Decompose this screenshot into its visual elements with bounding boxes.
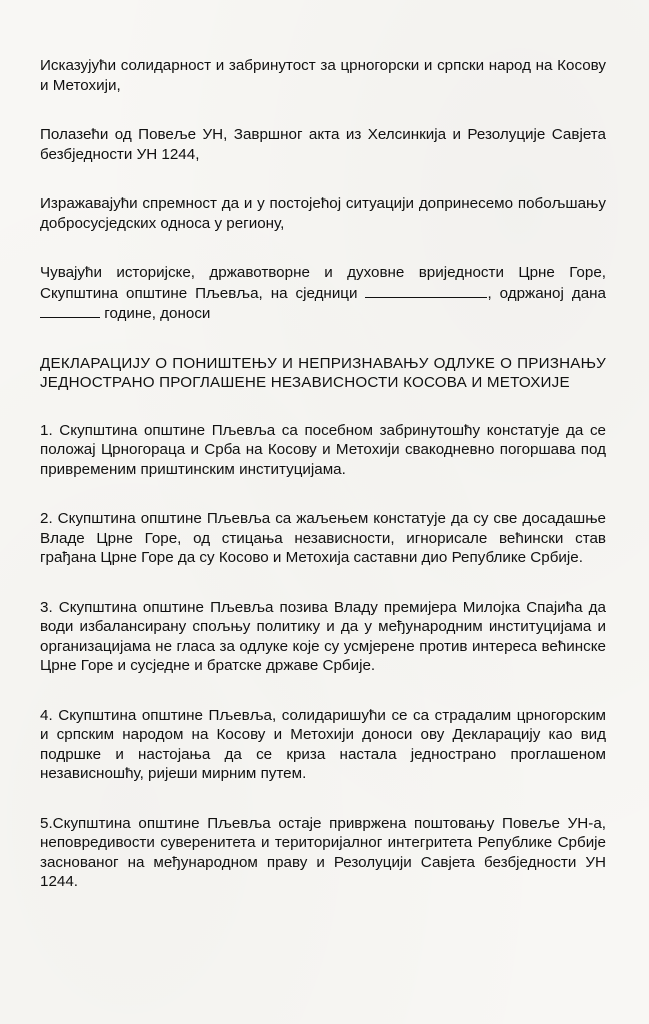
- preamble-paragraph-3: Изражавајући спремност да и у постојећој ситуацији допринесемо побољшању добросусједских односа у региону,: [40, 195, 606, 232]
- declaration-item-2: 2. Скупштина општине Пљевља са жаљењем констатује да су све досадашње Владе Црне Горе, од стицања независности, игнорисале већински став грађана Црне Горе да су Косово и Метохија саставни дио Републике Србије.: [40, 510, 606, 566]
- declaration-item-4: 4. Скупштина општине Пљевља, солидаришући се са страдалим црногорским и српским народом на Косову и Метохији доноси ову Декларацију као вид подршке и настојања да се криза настала једнострано проглашеном независношћу, ријеши мирним путем.: [40, 706, 606, 782]
- preamble-4-text-a: Чувајући историјске, државотворне и духовне вриједности Црне Горе, Скупштина општине Пљевља, на сједници: [40, 264, 606, 302]
- declaration-item-3: 3. Скупштина општине Пљевља позива Владу премијера Милојка Спајића да води избалансирану спољњу политику и да у међународним институцијама и организацијама не гласа за одлуке које су усмјерене против интереса већинске Црне Горе и сусједне и братске државе Србије.: [40, 598, 606, 674]
- day-blank: [40, 303, 100, 318]
- preamble-4-text-b: , одржаној дана: [487, 284, 606, 302]
- preamble-paragraph-2: Полазећи од Повеље УН, Завршног акта из Хелсинкија и Резолуције Савјета безбједности УН 1244,: [40, 126, 606, 163]
- preamble-4-text-c: године, доноси: [104, 305, 211, 322]
- declaration-document: [40, 56, 606, 922]
- session-date-blank: [365, 283, 487, 298]
- declaration-item-5: 5.Скупштина општине Пљевља остаје привржена поштовању Повеље УН-а, неповредивости суверенитета и територијалног интегритета Републике Србије заснованог на међународном праву и Резолуцији Савјета безбједности УН 1244.: [40, 814, 606, 890]
- declaration-item-1: 1. Скупштина општине Пљевља са посебном забринутошћу констатује да се положај Црногораца и Срба на Косову и Метохији свакодневно погоршава под привременим приштинским институцијама.: [40, 421, 606, 478]
- preamble-paragraph-1: Исказујући солидарност и забринутост за црногорски и српски народ на Косову и Метохији,: [40, 57, 606, 94]
- declaration-heading: ДЕКЛАРАЦИЈУ О ПОНИШТЕЊУ И НЕПРИЗНАВАЊУ ОДЛУКЕ О ПРИЗНАЊУ ЈЕДНОСТРАНО ПРОГЛАШЕНЕ НЕЗАВИСНОСТИ КОСОВА И МЕТОХИЈЕ: [40, 354, 606, 391]
- preamble-paragraph-4: [40, 263, 606, 324]
